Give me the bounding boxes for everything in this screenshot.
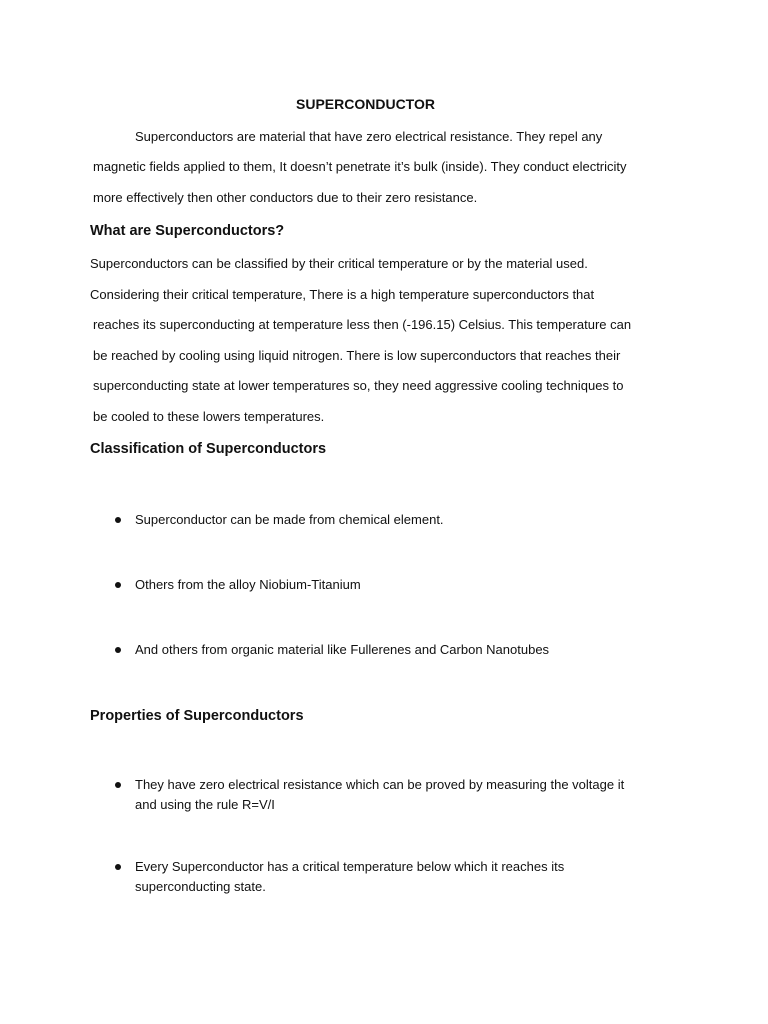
section1-line-6: be cooled to these lowers temperatures. <box>93 409 325 424</box>
section-heading-what-are: What are Superconductors? <box>90 223 285 239</box>
bullet-icon <box>115 517 121 523</box>
intro-line-1: Superconductors are material that have zero electrical resistance. They repel any <box>135 129 603 144</box>
classification-bullet-2: Others from the alloy Niobium-Titanium <box>135 577 361 592</box>
classification-bullet-3: And others from organic material like Fullerenes and Carbon Nanotubes <box>135 642 550 657</box>
bullet-icon <box>115 647 121 653</box>
bullet-icon <box>115 582 121 588</box>
section1-line-2: Considering their critical temperature, There is a high temperature superconductors that <box>90 287 595 302</box>
bullet-icon <box>115 782 121 788</box>
document-title: SUPERCONDUCTOR <box>296 96 435 112</box>
section-heading-classification: Classification of Superconductors <box>90 441 327 457</box>
intro-line-3: more effectively then other conductors due to their zero resistance. <box>93 190 478 205</box>
section1-line-5: superconducting state at lower temperatures so, they need aggressive cooling techniques to <box>93 378 624 393</box>
property-bullet-1-line-2: and using the rule R=V/I <box>135 797 275 812</box>
section1-line-1: Superconductors can be classified by their critical temperature or by the material used. <box>90 256 588 271</box>
section-heading-properties: Properties of Superconductors <box>90 708 304 724</box>
section1-line-3: reaches its superconducting at temperature less then (-196.15) Celsius. This temperature can <box>93 317 632 332</box>
bullet-icon <box>115 864 121 870</box>
property-bullet-2-line-1: Every Superconductor has a critical temperature below which it reaches its <box>135 859 565 874</box>
property-bullet-2-line-2: superconducting state. <box>135 879 266 894</box>
classification-bullet-1: Superconductor can be made from chemical element. <box>135 512 444 527</box>
property-bullet-1-line-1: They have zero electrical resistance which can be proved by measuring the voltage it <box>135 777 625 792</box>
intro-line-2: magnetic fields applied to them, It doesn’t penetrate it’s bulk (inside). They conduct electricity <box>93 159 627 174</box>
section1-line-4: be reached by cooling using liquid nitrogen. There is low superconductors that reaches their <box>93 348 621 363</box>
